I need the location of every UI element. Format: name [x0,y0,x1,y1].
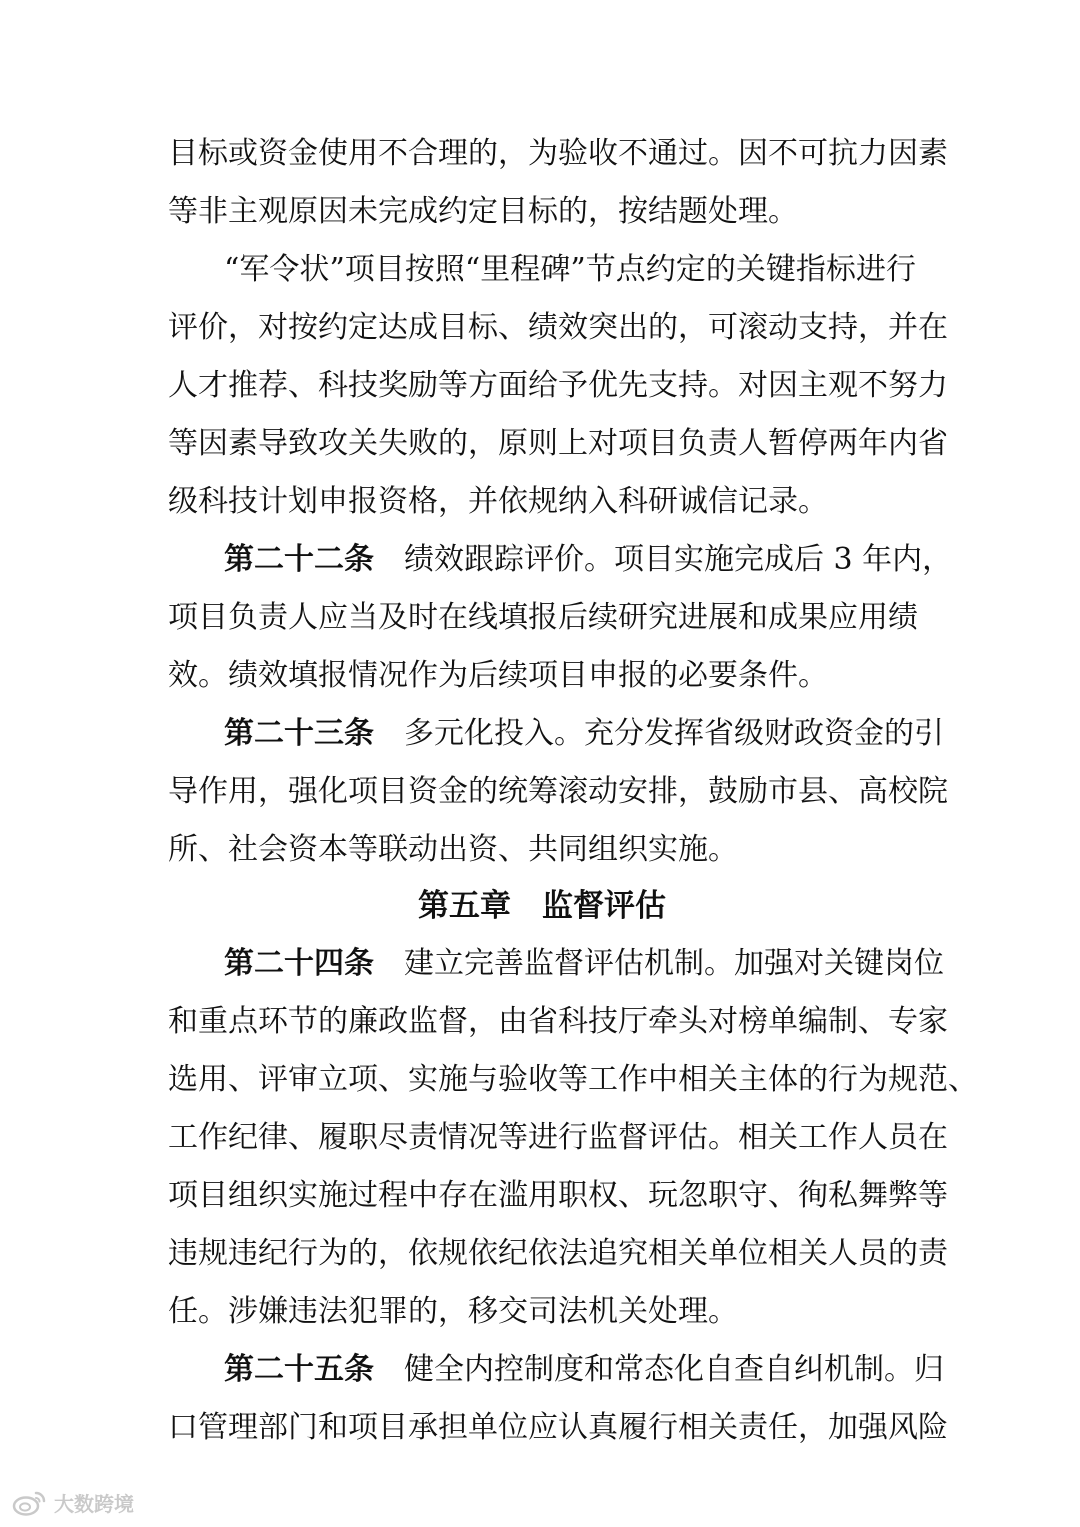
text-line: 违规违纪行为的，依规依纪依法追究相关单位相关人员的责 [168,1236,948,1271]
article-number: 第二十二条 [224,542,374,577]
watermark [12,1488,134,1517]
text-line: 级科技计划申报资格，并依规纳入科研诚信记录。 [168,484,828,519]
text-line: 项目负责人应当及时在线填报后续研究进展和成果应用绩 [168,600,918,635]
article-number: 第二十四条 [224,946,374,981]
article-text: 健全内控制度和常态化自查自纠机制。归 [404,1352,944,1387]
text-line: 项目组织实施过程中存在滥用职权、玩忽职守、徇私舞弊等 [168,1178,948,1213]
article-number: 第二十五条 [224,1352,374,1387]
text-line: 所、社会资本等联动出资、共同组织实施。 [168,832,738,867]
article-text: 建立完善监督评估机制。加强对关键岗位 [404,946,944,981]
text-line: 和重点环节的廉政监督，由省科技厅牵头对榜单编制、专家 [168,1004,948,1039]
article-text: 多元化投入。充分发挥省级财政资金的引 [404,716,944,751]
chapter-heading: 第五章 监督评估 [418,888,666,924]
text-line: 评价，对按约定达成目标、绩效突出的，可滚动支持，并在 [168,310,948,345]
text-line: 工作纪律、履职尽责情况等进行监督评估。相关工作人员在 [168,1120,948,1155]
text-line: 导作用，强化项目资金的统筹滚动安排，鼓励市县、高校院 [168,774,948,809]
text-line: 选用、评审立项、实施与验收等工作中相关主体的行为规范、 [168,1062,978,1097]
watermark-text: 大数跨境 [54,1492,134,1516]
text-line: “军令状”项目按照“里程碑”节点约定的关键指标进行 [224,252,916,287]
text-line: 等非主观原因未完成约定目标的，按结题处理。 [168,194,798,229]
article-number: 第二十三条 [224,716,374,751]
text-line: 等因素导致攻关失败的，原则上对项目负责人暂停两年内省 [168,426,948,461]
weibo-logo-icon [12,1489,48,1517]
text-line: 任。涉嫌违法犯罪的，移交司法机关处理。 [168,1294,738,1329]
text-line: 人才推荐、科技奖励等方面给予优先支持。对因主观不努力 [168,368,948,403]
article-25-first-line [168,1350,944,1390]
article-24-first-line [168,944,944,984]
text-line: 目标或资金使用不合理的，为验收不通过。因不可抗力因素 [168,136,948,171]
text-line: 口管理部门和项目承担单位应认真履行相关责任，加强风险 [168,1410,948,1445]
text-line: 效。绩效填报情况作为后续项目申报的必要条件。 [168,658,828,693]
article-23-first-line [168,714,944,754]
article-22-first-line [168,540,953,580]
article-text: 绩效跟踪评价。项目实施完成后 3 年内， [404,542,953,577]
